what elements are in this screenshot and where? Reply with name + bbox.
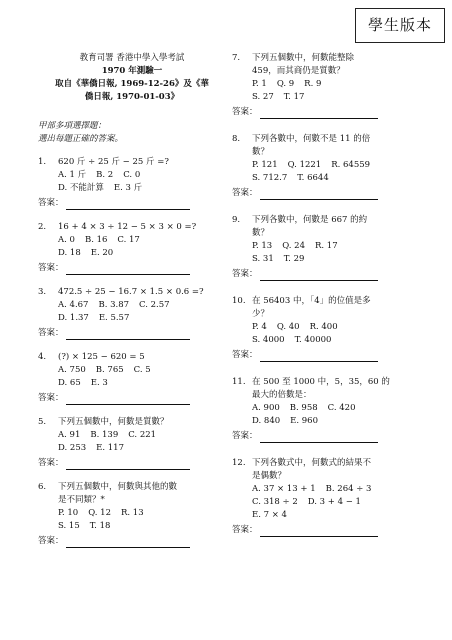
answer-field bbox=[232, 106, 432, 119]
answer-blank-line[interactable] bbox=[260, 189, 378, 200]
answer-option[interactable]: E. 3 bbox=[90, 378, 108, 388]
question-item bbox=[38, 286, 226, 340]
question-text: 下列各數中，何數是 667 的約 bbox=[252, 215, 368, 225]
option-row bbox=[38, 429, 226, 442]
question-number: 9. bbox=[232, 215, 241, 225]
question-line bbox=[232, 146, 432, 159]
answer-option[interactable]: B. 765 bbox=[95, 365, 124, 375]
question-line bbox=[38, 221, 226, 234]
answer-option[interactable]: E. 117 bbox=[96, 443, 124, 453]
answer-blank-line[interactable] bbox=[260, 270, 378, 281]
answer-option[interactable]: R. 64559 bbox=[331, 160, 371, 170]
answer-option[interactable]: S. 712.7 bbox=[252, 173, 288, 183]
question-line bbox=[232, 52, 432, 65]
answer-option[interactable]: A. 37 × 13 + 1 bbox=[252, 484, 316, 494]
question-text: (?) × 125 − 620 = 5 bbox=[58, 352, 145, 362]
answer-option[interactable]: T. 40000 bbox=[294, 335, 332, 345]
answer-field bbox=[38, 392, 226, 405]
answer-option[interactable]: A. 91 bbox=[58, 430, 81, 440]
question-number: 12. bbox=[232, 458, 246, 468]
question-item bbox=[38, 221, 226, 275]
option-row bbox=[38, 364, 226, 377]
answer-option[interactable]: A. 750 bbox=[58, 365, 86, 375]
option-row bbox=[232, 483, 432, 496]
answer-option[interactable]: A. 0 bbox=[58, 235, 75, 245]
question-line bbox=[232, 376, 432, 389]
answer-option[interactable]: T. 29 bbox=[283, 254, 305, 264]
answer-option[interactable]: P. 10 bbox=[58, 508, 79, 518]
answer-option[interactable]: E. 5.57 bbox=[98, 313, 130, 323]
answer-label: 答案： bbox=[38, 536, 64, 546]
question-text: 少？ bbox=[252, 309, 270, 319]
answer-option[interactable]: Q. 24 bbox=[282, 241, 305, 251]
answer-option[interactable]: E. 960 bbox=[290, 416, 318, 426]
answer-option[interactable]: P. 1 bbox=[252, 79, 267, 89]
question-text: 620 斤 ÷ 25 斤 − 25 斤 =? bbox=[58, 157, 169, 167]
answer-option[interactable]: C. 17 bbox=[117, 235, 140, 245]
answer-blank-line[interactable] bbox=[66, 459, 190, 470]
question-item bbox=[38, 351, 226, 405]
source-line-2: 僑日報, 1970-01-03》 bbox=[84, 92, 180, 102]
answer-option[interactable]: B. 3.87 bbox=[98, 300, 130, 310]
option-row bbox=[38, 247, 226, 260]
option-row bbox=[38, 299, 226, 312]
question-number: 2. bbox=[38, 222, 47, 232]
question-text: 數？ bbox=[252, 147, 270, 157]
answer-option[interactable]: D. 1.37 bbox=[58, 313, 89, 323]
question-number: 4. bbox=[38, 352, 47, 362]
answer-label: 答案： bbox=[232, 431, 258, 441]
question-number: 5. bbox=[38, 417, 47, 427]
section-heading bbox=[38, 120, 226, 146]
answer-blank-line[interactable] bbox=[66, 394, 190, 405]
question-text: 下列五個數中，何數能整除 bbox=[252, 53, 355, 63]
answer-option[interactable]: A. 4.67 bbox=[58, 300, 89, 310]
answer-option[interactable]: Q. 9 bbox=[276, 79, 295, 89]
answer-field bbox=[232, 349, 432, 362]
section-instruction: 選出每題正確的答案。 bbox=[38, 134, 124, 144]
question-line bbox=[38, 286, 226, 299]
option-row bbox=[232, 334, 432, 347]
question-line bbox=[232, 308, 432, 321]
answer-field bbox=[38, 535, 226, 548]
right-column bbox=[232, 52, 432, 551]
question-number bbox=[232, 65, 252, 78]
answer-label: 答案： bbox=[38, 198, 64, 208]
question-item bbox=[232, 214, 432, 281]
answer-field bbox=[38, 327, 226, 340]
question-item bbox=[232, 52, 432, 119]
student-version-badge: 學生版本 bbox=[355, 8, 445, 43]
answer-option[interactable]: B. 139 bbox=[90, 430, 119, 440]
answer-blank-line[interactable] bbox=[66, 329, 190, 340]
answer-option[interactable]: T. 17 bbox=[283, 92, 305, 102]
option-row bbox=[232, 402, 432, 415]
answer-option[interactable]: Q. 40 bbox=[276, 322, 300, 332]
question-list-right bbox=[232, 52, 432, 537]
question-number: 6. bbox=[38, 482, 47, 492]
question-line bbox=[38, 416, 226, 429]
exam-header bbox=[38, 52, 226, 104]
question-number bbox=[232, 146, 252, 159]
answer-field bbox=[38, 457, 226, 470]
answer-option[interactable]: R. 400 bbox=[309, 322, 338, 332]
question-line bbox=[232, 389, 432, 402]
answer-field bbox=[38, 197, 226, 210]
option-row bbox=[232, 253, 432, 266]
exam-year: 1970 年測驗一 bbox=[101, 66, 163, 76]
option-row bbox=[38, 507, 226, 520]
question-line bbox=[232, 295, 432, 308]
option-row bbox=[232, 159, 432, 172]
option-row bbox=[232, 509, 432, 522]
answer-option[interactable]: S. 31 bbox=[252, 254, 274, 264]
answer-option[interactable]: T. 6644 bbox=[297, 173, 329, 183]
question-line bbox=[38, 351, 226, 364]
answer-label: 答案： bbox=[232, 350, 258, 360]
question-text: 最大的倍數是： bbox=[252, 390, 312, 400]
question-line bbox=[38, 481, 226, 494]
answer-option[interactable]: S. 15 bbox=[58, 521, 80, 531]
answer-option[interactable]: D. 不能計算 bbox=[58, 183, 104, 193]
answer-label: 答案： bbox=[38, 263, 64, 273]
question-number bbox=[38, 494, 58, 507]
answer-blank-line[interactable] bbox=[260, 526, 378, 537]
answer-label: 答案： bbox=[232, 269, 258, 279]
answer-option[interactable]: D. 840 bbox=[252, 416, 281, 426]
answer-blank-line[interactable] bbox=[260, 432, 378, 443]
question-line bbox=[232, 227, 432, 240]
answer-label: 答案： bbox=[232, 525, 258, 535]
answer-blank-line[interactable] bbox=[66, 199, 190, 210]
question-number: 10. bbox=[232, 296, 246, 306]
question-item bbox=[232, 376, 432, 443]
answer-option[interactable]: B. 2 bbox=[96, 170, 114, 180]
answer-option[interactable]: E. 3 斤 bbox=[113, 183, 143, 193]
question-line bbox=[38, 494, 226, 507]
question-line bbox=[232, 214, 432, 227]
question-number bbox=[232, 308, 252, 321]
answer-blank-line[interactable] bbox=[260, 108, 378, 119]
answer-option[interactable]: B. 958 bbox=[289, 403, 318, 413]
answer-blank-line[interactable] bbox=[66, 264, 190, 275]
option-row bbox=[38, 312, 226, 325]
answer-label: 答案： bbox=[38, 393, 64, 403]
question-number: 3. bbox=[38, 287, 47, 297]
question-text: 下列五個數中，何數與其他的數 bbox=[58, 482, 178, 492]
exam-authority: 教育司署 香港中學入學考試 bbox=[79, 53, 185, 63]
question-number bbox=[232, 470, 252, 483]
answer-option[interactable]: C. 318 ÷ 2 bbox=[252, 497, 298, 507]
question-number: 1. bbox=[38, 157, 47, 167]
answer-field bbox=[232, 524, 432, 537]
answer-option[interactable]: D. 18 bbox=[58, 248, 81, 258]
question-item bbox=[38, 416, 226, 470]
option-row bbox=[232, 91, 432, 104]
question-item bbox=[232, 133, 432, 200]
answer-option[interactable]: C. 221 bbox=[128, 430, 157, 440]
answer-option[interactable]: R. 17 bbox=[314, 241, 338, 251]
answer-option[interactable]: E. 7 × 4 bbox=[252, 510, 287, 520]
question-item bbox=[38, 481, 226, 548]
question-number: 11. bbox=[232, 377, 246, 387]
answer-field bbox=[232, 430, 432, 443]
answer-option[interactable]: C. 420 bbox=[327, 403, 356, 413]
answer-option[interactable]: S. 4000 bbox=[252, 335, 285, 345]
answer-option[interactable]: S. 27 bbox=[252, 92, 274, 102]
answer-option[interactable]: A. 1 斤 bbox=[58, 170, 87, 180]
answer-option[interactable]: P. 121 bbox=[252, 160, 278, 170]
question-text: 下列各數中，何數不是 11 的倍 bbox=[252, 134, 371, 144]
option-row bbox=[232, 415, 432, 428]
question-line bbox=[232, 457, 432, 470]
option-row bbox=[232, 172, 432, 185]
answer-option[interactable]: Q. 1221 bbox=[287, 160, 322, 170]
answer-option[interactable]: C. 2.57 bbox=[139, 300, 170, 310]
question-line bbox=[232, 65, 432, 78]
question-text: 是偶數？ bbox=[252, 471, 287, 481]
question-line bbox=[232, 470, 432, 483]
answer-label: 答案： bbox=[38, 328, 64, 338]
question-number: 7. bbox=[232, 53, 241, 63]
answer-option[interactable]: D. 3 + 4 − 1 bbox=[307, 497, 361, 507]
answer-option[interactable]: E. 20 bbox=[90, 248, 114, 258]
question-number bbox=[232, 389, 252, 402]
option-row bbox=[38, 520, 226, 533]
question-text: 16 + 4 × 3 ÷ 12 − 5 × 3 × 0 =? bbox=[58, 222, 197, 232]
option-row bbox=[38, 234, 226, 247]
question-text: 數？ bbox=[252, 228, 270, 238]
question-text: 在 56403 中，「4」的位值是多 bbox=[252, 296, 371, 306]
option-row bbox=[38, 377, 226, 390]
answer-option[interactable]: R. 9 bbox=[304, 79, 322, 89]
left-column bbox=[38, 52, 226, 559]
option-row bbox=[38, 442, 226, 455]
question-item bbox=[38, 156, 226, 210]
question-text: 下列各數式中，何數式的結果不 bbox=[252, 458, 372, 468]
question-text: 是不同類？* bbox=[58, 495, 105, 505]
question-item bbox=[232, 457, 432, 537]
question-number bbox=[232, 227, 252, 240]
question-item bbox=[232, 295, 432, 362]
question-text: 459，而其商仍是質數？ bbox=[252, 66, 345, 76]
option-row bbox=[38, 169, 226, 182]
question-text: 472.5 ÷ 25 − 16.7 × 1.5 × 0.6 =? bbox=[58, 287, 204, 297]
answer-option[interactable]: B. 264 ÷ 3 bbox=[325, 484, 372, 494]
answer-option[interactable]: B. 16 bbox=[84, 235, 108, 245]
answer-field bbox=[232, 268, 432, 281]
answer-blank-line[interactable] bbox=[260, 351, 378, 362]
answer-option[interactable]: D. 65 bbox=[58, 378, 81, 388]
answer-option[interactable]: P. 4 bbox=[252, 322, 267, 332]
option-row bbox=[38, 182, 226, 195]
option-row bbox=[232, 496, 432, 509]
answer-field bbox=[232, 187, 432, 200]
answer-option[interactable]: C. 0 bbox=[123, 170, 141, 180]
answer-option[interactable]: C. 5 bbox=[133, 365, 151, 375]
question-list-left bbox=[38, 156, 226, 548]
question-text: 在 500 至 1000 中，5，35，60 的 bbox=[252, 377, 390, 387]
answer-option[interactable]: A. 900 bbox=[252, 403, 280, 413]
option-row bbox=[232, 240, 432, 253]
question-text: 下列五個數中，何數是質數？ bbox=[58, 417, 169, 427]
question-line bbox=[232, 133, 432, 146]
answer-option[interactable]: R. 13 bbox=[120, 508, 144, 518]
option-row bbox=[232, 78, 432, 91]
answer-field bbox=[38, 262, 226, 275]
question-line bbox=[38, 156, 226, 169]
answer-option[interactable]: P. 13 bbox=[252, 241, 273, 251]
answer-option[interactable]: T. 18 bbox=[89, 521, 111, 531]
source-line-1: 取自《華僑日報, 1969-12-26》及《華 bbox=[55, 79, 209, 89]
section-title: 甲部多項選擇題： bbox=[38, 121, 107, 131]
answer-option[interactable]: Q. 12 bbox=[88, 508, 111, 518]
answer-blank-line[interactable] bbox=[66, 537, 190, 548]
question-number: 8. bbox=[232, 134, 241, 144]
option-row bbox=[232, 321, 432, 334]
answer-label: 答案： bbox=[38, 458, 64, 468]
answer-label: 答案： bbox=[232, 188, 258, 198]
answer-option[interactable]: D. 253 bbox=[58, 443, 87, 453]
answer-label: 答案： bbox=[232, 107, 258, 117]
